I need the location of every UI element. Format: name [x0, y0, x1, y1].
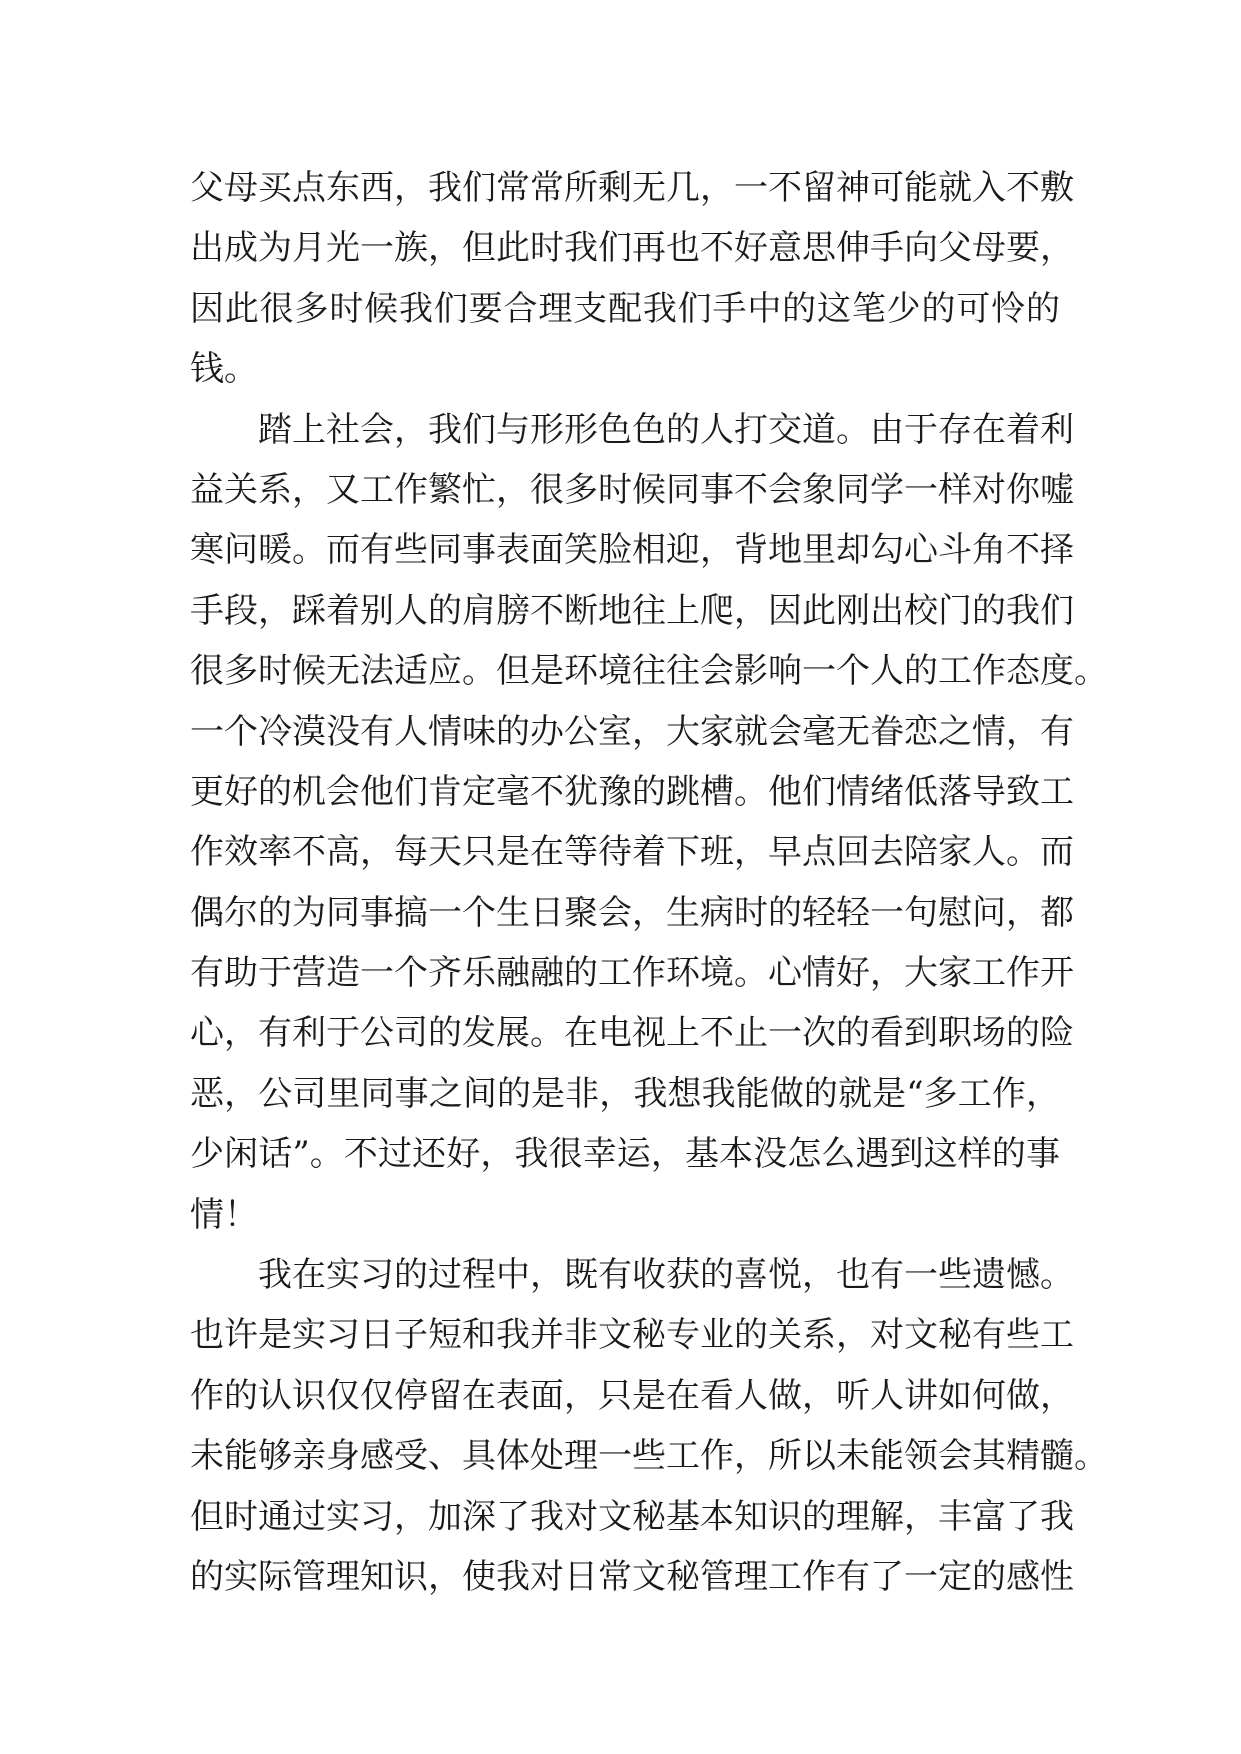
text-line: 情！ — [190, 1194, 258, 1235]
text-line: 也许是实习日子短和我并非文秘专业的关系，对文秘有些工 — [190, 1315, 1074, 1356]
text-line: 很多时候无法适应。但是环境往往会影响一个人的工作态度。 — [190, 651, 1108, 692]
text-line: 益关系，又工作繁忙，很多时候同事不会象同学一样对你嘘 — [190, 469, 1074, 510]
text-line: 心，有利于公司的发展。在电视上不止一次的看到职场的险 — [190, 1013, 1074, 1054]
text-line: 出成为月光一族，但此时我们再也不好意思伸手向父母要， — [190, 228, 1074, 269]
text-line: 作效率不高，每天只是在等待着下班，早点回去陪家人。而 — [190, 832, 1074, 873]
text-line: 我在实习的过程中，既有收获的喜悦，也有一些遗憾。 — [258, 1255, 1074, 1296]
text-line: 的实际管理知识，使我对日常文秘管理工作有了一定的感性 — [190, 1556, 1074, 1597]
text-line: 但时通过实习，加深了我对文秘基本知识的理解，丰富了我 — [190, 1496, 1074, 1537]
text-line: 偶尔的为同事搞一个生日聚会，生病时的轻轻一句慰问，都 — [190, 892, 1074, 933]
text-line: 恶，公司里同事之间的是非，我想我能做的就是“多工作， — [190, 1073, 1060, 1114]
text-line: 寒问暖。而有些同事表面笑脸相迎，背地里却勾心斗角不择 — [190, 530, 1074, 571]
text-line: 更好的机会他们肯定毫不犹豫的跳槽。他们情绪低落导致工 — [190, 771, 1074, 812]
text-line: 因此很多时候我们要合理支配我们手中的这笔少的可怜的 — [190, 288, 1060, 329]
text-line: 未能够亲身感受、具体处理一些工作，所以未能领会其精髓。 — [190, 1436, 1108, 1477]
text-line: 父母买点东西，我们常常所剩无几，一不留神可能就入不敷 — [190, 168, 1074, 208]
text-line: 踏上社会，我们与形形色色的人打交道。由于存在着利 — [258, 409, 1074, 450]
text-line: 作的认识仅仅停留在表面，只是在看人做，听人讲如何做， — [190, 1375, 1074, 1416]
text-line: 手段，踩着别人的肩膀不断地往上爬，因此刚出校门的我们 — [190, 590, 1074, 631]
text-line: 一个冷漠没有人情味的办公室，大家就会毫无眷恋之情，有 — [190, 711, 1074, 752]
text-line: 少闲话”。不过还好，我很幸运，基本没怎么遇到这样的事 — [190, 1134, 1060, 1175]
text-line: 钱。 — [190, 349, 258, 390]
body-text — [190, 158, 1108, 1607]
text-line: 有助于营造一个齐乐融融的工作环境。心情好，大家工作开 — [190, 953, 1074, 994]
